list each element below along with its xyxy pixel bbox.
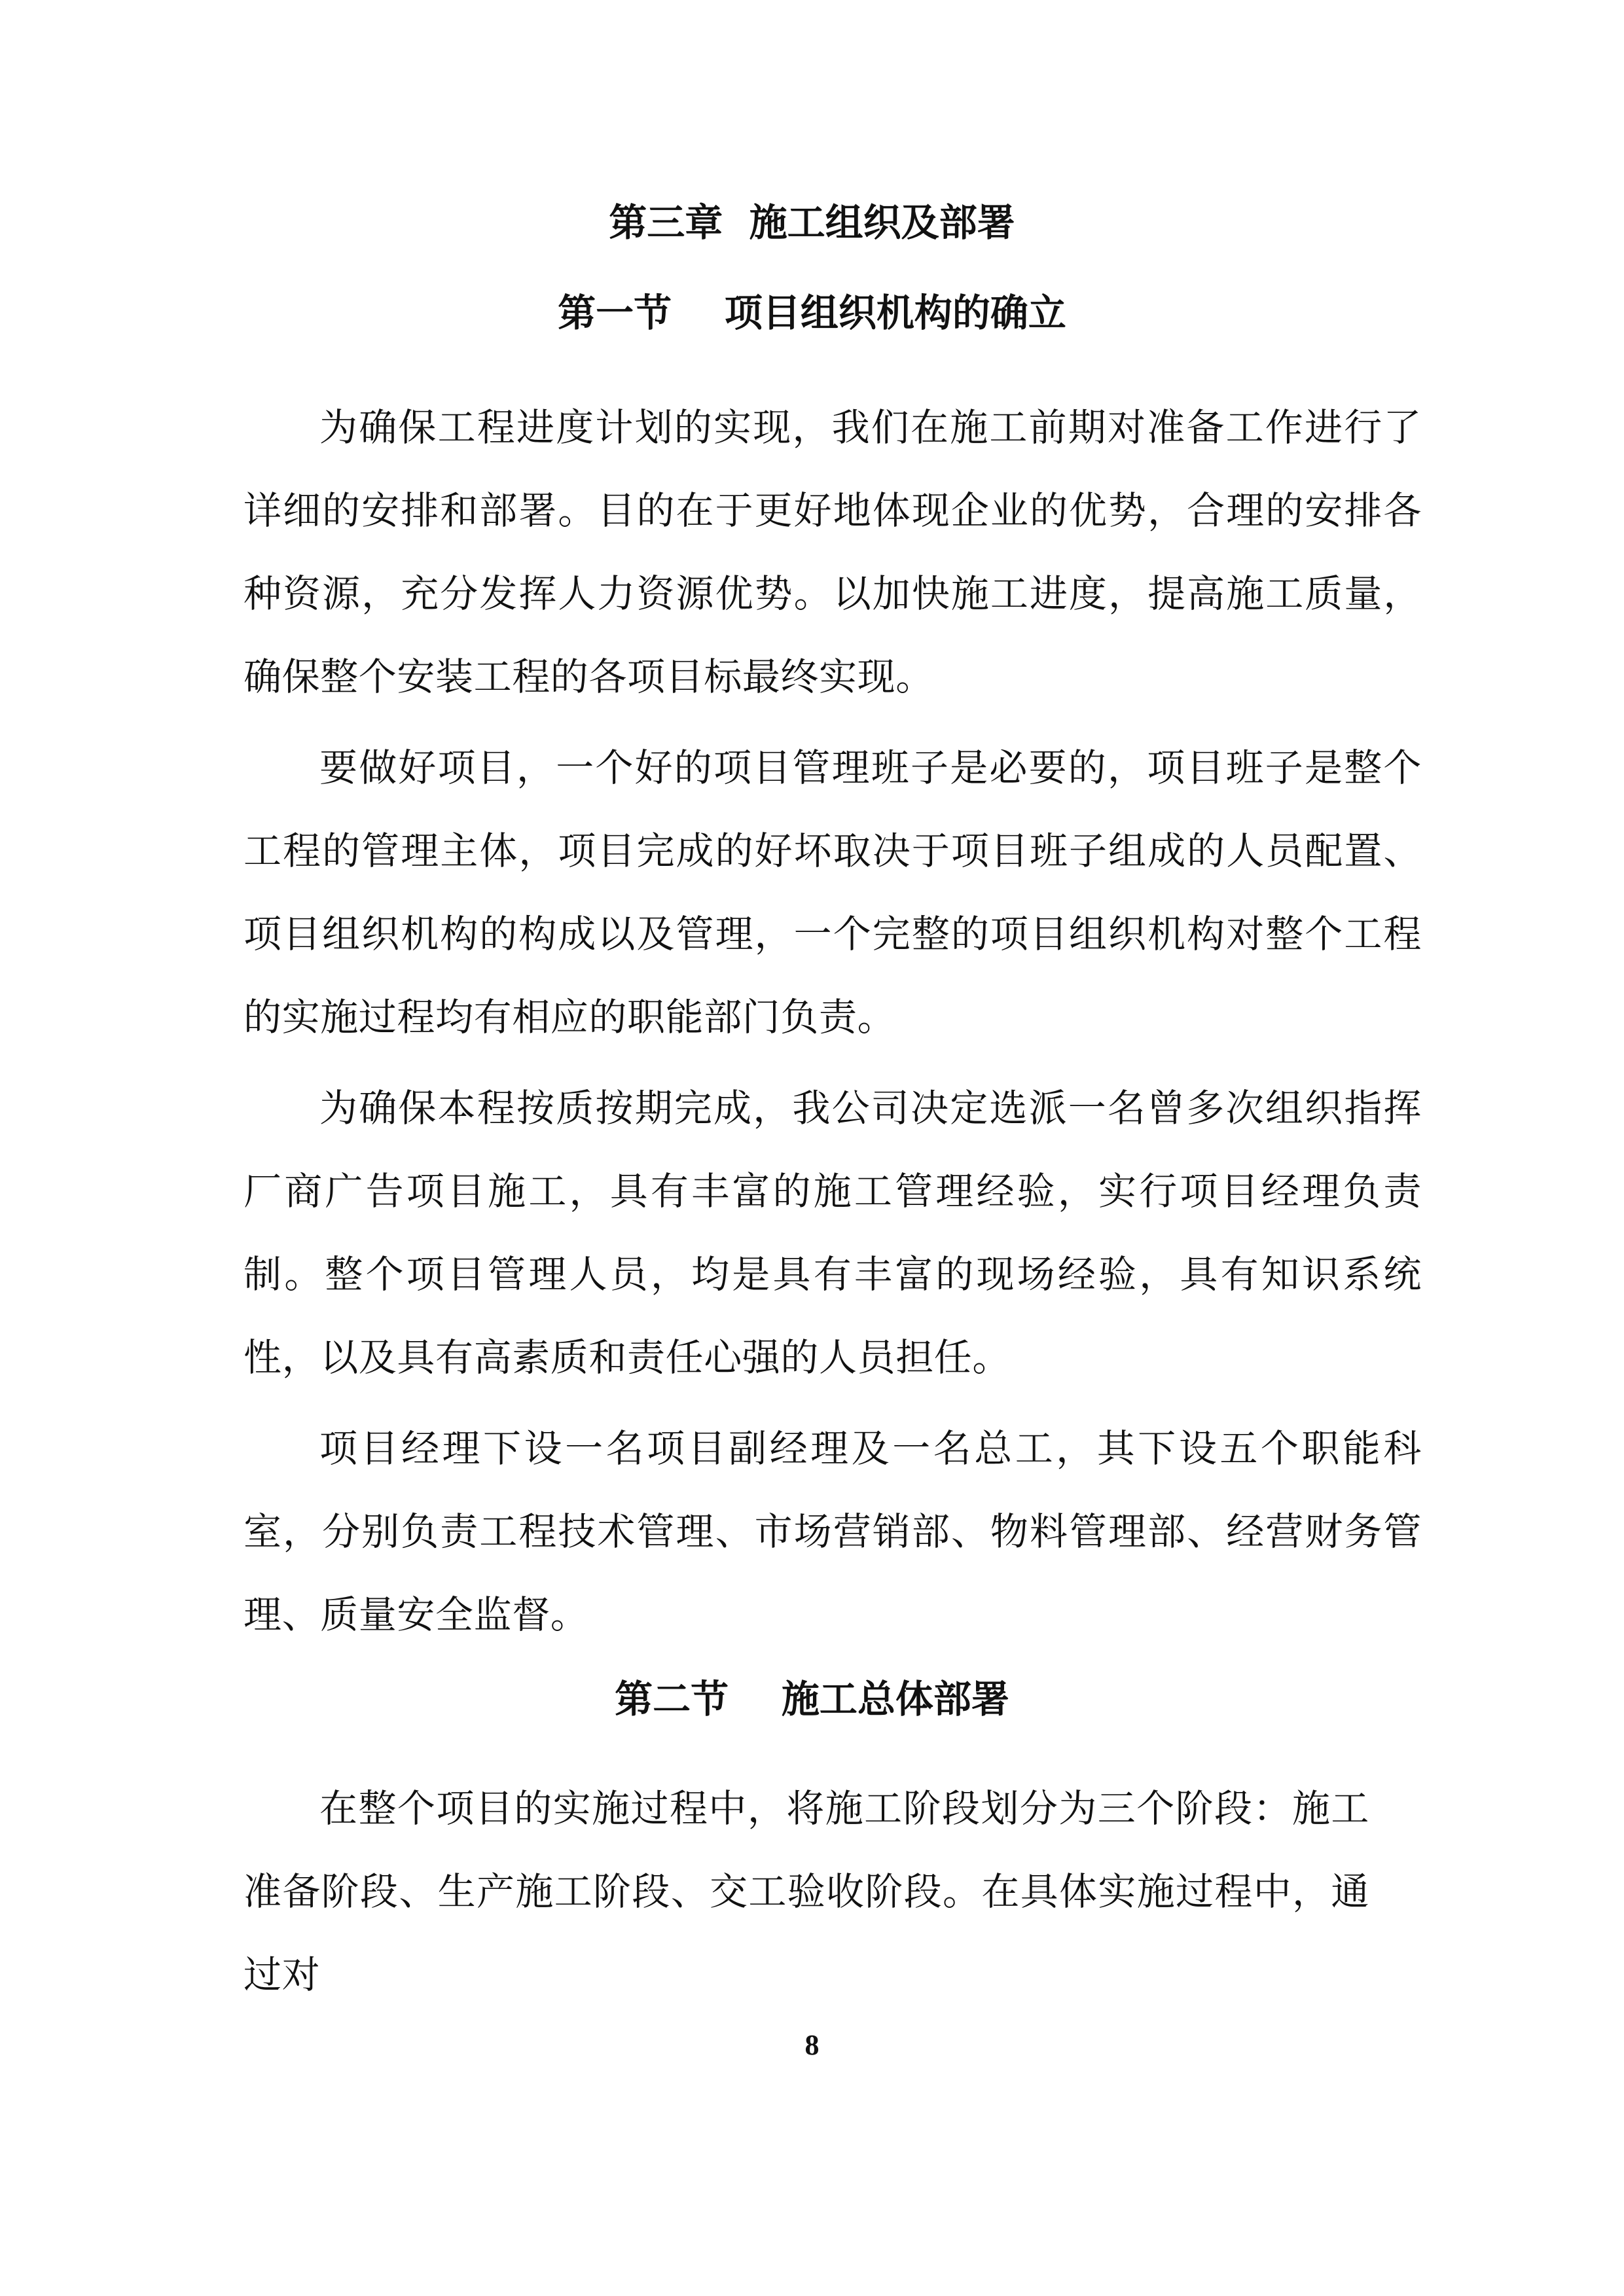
section-title: 第二节 施工总体部署: [615, 1677, 1009, 1721]
chapter-title: 第三章 施工组织及部署: [609, 200, 1015, 245]
body-paragraph: 为确保工程进度计划的实现，我们在施工前期对准备工作进行了详细的安排和部署。目的在于更好地体现企业的优势，合理的安排各种资源，充分发挥人力资源优势。以加快施工进度，提高施工质量，确保整个安装工程的各项目标最终实现。: [244, 405, 1422, 699]
body-paragraph: 在整个项目的实施过程中，将施工阶段划分为三个阶段：施工准备阶段、生产施工阶段、交工验收阶段。在具体实施过程中，通过对: [244, 1786, 1369, 1997]
page-number: 8: [804, 2029, 820, 2061]
body-paragraph: 要做好项目，一个好的项目管理班子是必要的，项目班子是整个工程的管理主体，项目完成的好坏取决于项目班子组成的人员配置、项目组织机构的构成以及管理，一个完整的项目组织机构对整个工程的实施过程均有相应的职能部门负责。: [244, 745, 1422, 1039]
section-title: 第一节 项目组织机构的确立: [558, 291, 1066, 335]
body-paragraph: 项目经理下设一名项目副经理及一名总工，其下设五个职能科室，分别负责工程技术管理、市场营销部、物料管理部、经营财务管理、质量安全监督。: [244, 1426, 1422, 1637]
body-paragraph: 为确保本程按质按期完成，我公司决定选派一名曾多次组织指挥厂商广告项目施工，具有丰富的施工管理经验，实行项目经理负责制。整个项目管理人员，均是具有丰富的现场经验，具有知识系统性，以及具有高素质和责任心强的人员担任。: [244, 1086, 1422, 1380]
